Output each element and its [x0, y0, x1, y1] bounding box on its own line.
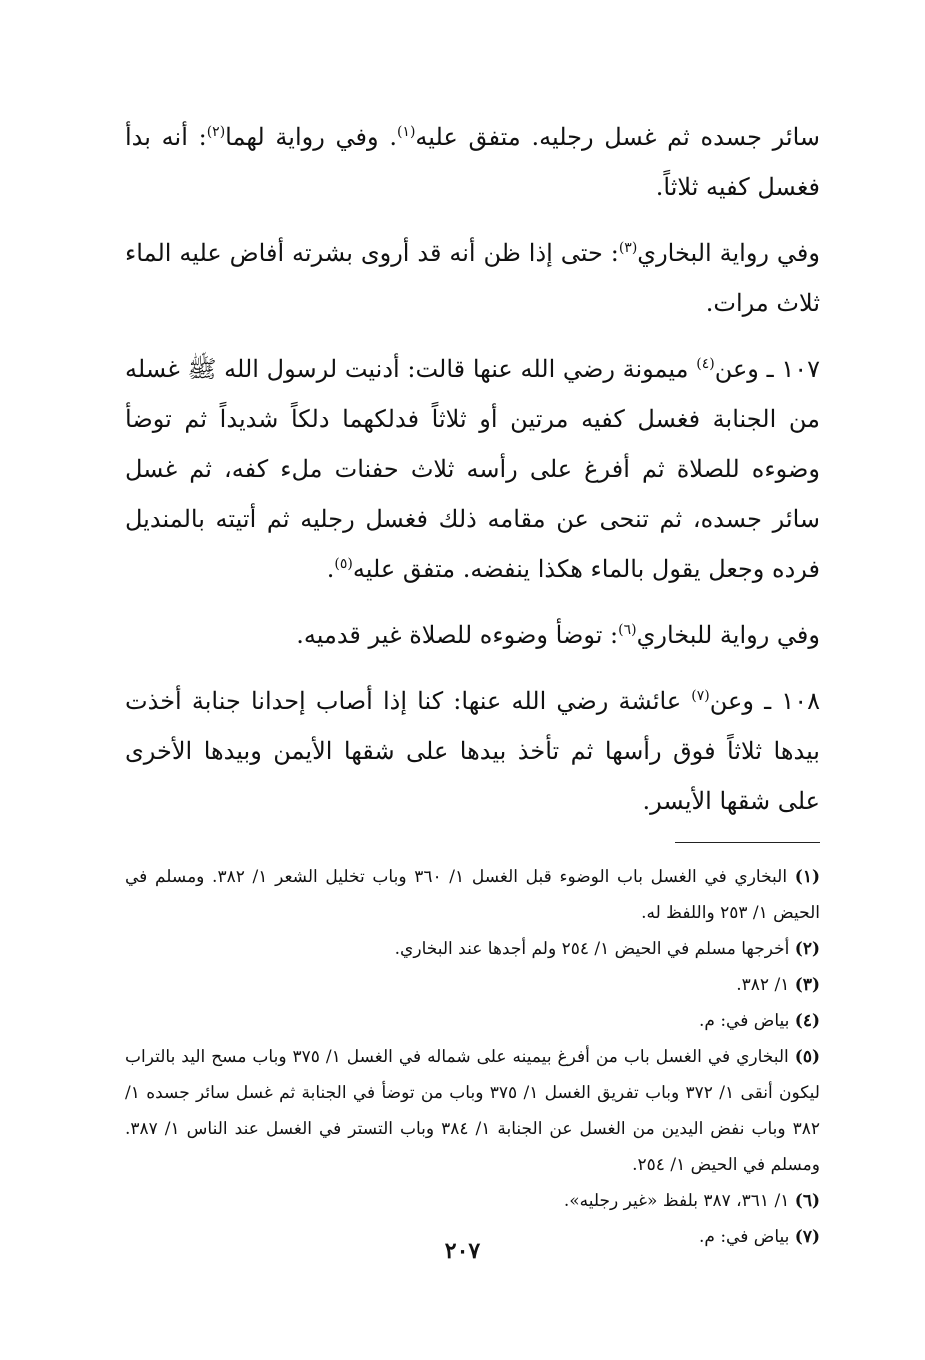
footnote-4: (٤) بياض في: م.	[699, 1011, 820, 1031]
footnote-divider	[675, 842, 820, 843]
hadith-107: ١٠٧ ـ وعن$^{(٤)}$ ميمونة رضي الله عنها قالت: أدنيت لرسول الله ﷺ غسله من الجنابة فغسل كفيه مرتين أو ثلاثاً فدلكهما دلكاً شديداً ثم توضأ وضوءه للصلاة ثم أفرغ على رأسه ثلاث حفنات ملء كفه، ثم غسل سائر جسده، ثم تنحى عن مقامه ذلك فغسل رجليه ثم أتيته بالمنديل فرده وجعل يقول بالماء هكذا ينفضه. متفق عليه$^{(٥)}$.	[125, 355, 820, 583]
hadith-number: ١٠٨ ـ	[764, 687, 820, 715]
page-content	[125, 112, 820, 1255]
paragraph-1: سائر جسده ثم غسل رجليه. متفق عليه$^{(١)}$. وفي رواية لهما$^{(٢)}$: أنه بدأ فغسل كفيه ثلاثاً.	[125, 123, 820, 201]
paragraph-4: وفي رواية للبخاري$^{(٦)}$: توضأ وضوءه للصلاة غير قدميه.	[296, 621, 820, 649]
footnote-ref-1[interactable]: (١)	[396, 124, 416, 140]
footnote-ref-4[interactable]: (٤)	[696, 356, 715, 372]
footnote-7: (٧) بياض في: م.	[699, 1227, 820, 1247]
main-text	[125, 112, 820, 826]
footnote-ref-2[interactable]: (٢)	[206, 124, 226, 140]
hadith-number: ١٠٧ ـ	[766, 355, 820, 383]
footnote-ref-5[interactable]: (٥)	[334, 556, 353, 572]
hadith-108: ١٠٨ ـ وعن$^{(٧)}$ عائشة رضي الله عنها: كنا إذا أصاب إحدانا جنابة أخذت بيدها ثلاثاً فوق رأسها ثم تأخذ بيدها على شقها الأيمن وبيدها الأخرى على شقها الأيسر.	[125, 687, 820, 815]
paragraph-2: وفي رواية البخاري$^{(٣)}$: حتى إذا ظن أنه قد أروى بشرته أفاض عليه الماء ثلاث مرات.	[125, 239, 820, 317]
footnote-ref-7[interactable]: (٧)	[691, 688, 710, 704]
footnote-3: (٣) ١/ ٣٨٢.	[736, 975, 820, 995]
footnote-1: (١) البخاري في الغسل باب الوضوء قبل الغسل ١/ ٣٦٠ وباب تخليل الشعر ١/ ٣٨٢. ومسلم في الحيض ١/ ٢٥٣ واللفظ له.	[125, 867, 820, 923]
footnote-6: (٦) ١/ ٣٦١، ٣٨٧ بلفظ «غير رجليه».	[563, 1191, 820, 1211]
footnote-ref-3[interactable]: (٣)	[618, 240, 638, 256]
page-number: ٢٠٧	[444, 1238, 481, 1264]
footnotes	[125, 859, 820, 1255]
footnote-5: (٥) البخاري في الغسل باب من أفرغ بيمينه على شماله في الغسل ١/ ٣٧٥ وباب مسح اليد بالتراب ليكون أنقى ١/ ٣٧٢ وباب تفريق الغسل ١/ ٣٧٥ وباب من توضأ في الجنابة ثم غسل سائر جسده ١/ ٣٨٢ وباب نفض اليدين من الغسل عن الجنابة ١/ ٣٨٤ وباب التستر في الغسل عند الناس ١/ ٣٨٧. ومسلم في الحيض ١/ ٢٥٤.	[125, 1047, 820, 1175]
footnote-ref-6[interactable]: (٦)	[618, 622, 637, 638]
footnote-2: (٢) أخرجها مسلم في الحيض ١/ ٢٥٤ ولم أجدها عند البخاري.	[394, 939, 820, 959]
